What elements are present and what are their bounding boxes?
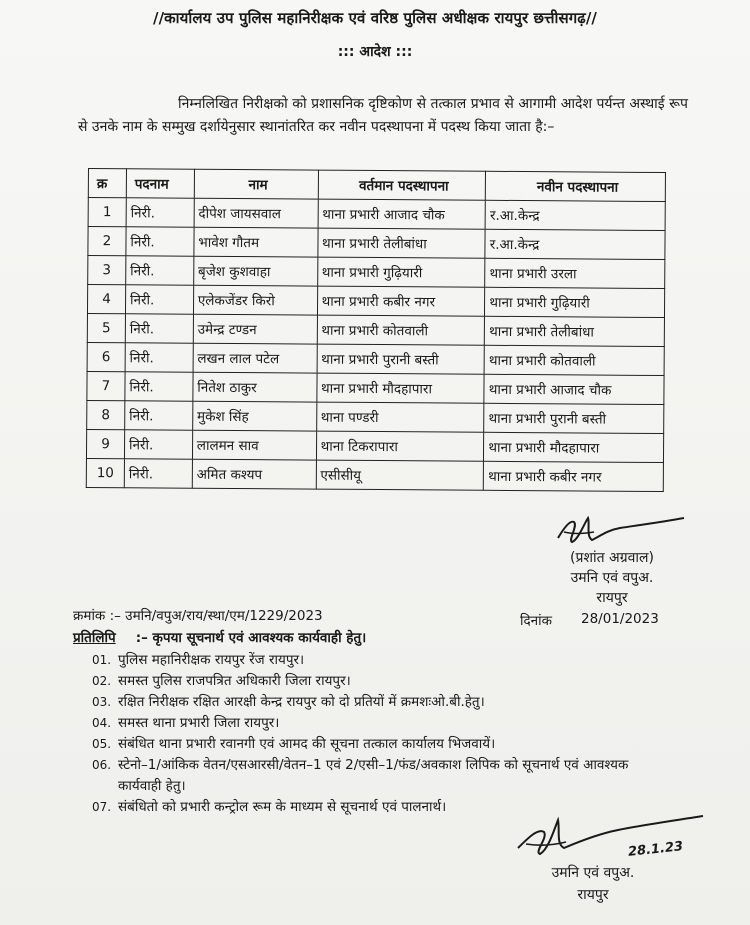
cell-new-posting: थाना प्रभारी तेलीबांधा (485, 316, 665, 346)
list-item (92, 692, 672, 713)
cell-name: उमेन्द्र टण्डन (193, 314, 317, 344)
signatory-block-2 (528, 862, 658, 906)
col-new-posting: नवीन पदस्थापना (486, 171, 666, 201)
col-current-posting: वर्तमान पदस्थापना (318, 170, 486, 200)
copy-to-text: :– कृपया सूचनार्थ एवं आवश्यक कार्यवाही हेतु। (135, 630, 367, 646)
cell-new-posting: थाना प्रभारी आजाद चौक (484, 374, 664, 404)
signatory-designation-2: उमनि एवं वपुअ. (551, 865, 635, 881)
cell-current-posting: थाना पण्डरी (316, 402, 484, 432)
copy-to-list (92, 650, 672, 818)
table-row (87, 342, 664, 375)
cell-current-posting: थाना प्रभारी तेलीबांधा (317, 228, 485, 258)
cell-designation: निरी. (124, 430, 192, 459)
cell-serial: 7 (87, 371, 125, 400)
cell-designation: निरी. (125, 401, 193, 430)
cell-name: नितेश ठाकुर (193, 372, 317, 402)
cell-new-posting: र.आ.केन्द्र (485, 200, 665, 230)
cell-new-posting: र.आ.केन्द्र (485, 229, 665, 259)
table-header-row (88, 169, 665, 202)
table-row (88, 256, 665, 289)
table-row (87, 313, 664, 346)
intro-paragraph: निम्नलिखित निरीक्षको को प्रशासनिक दृष्टिकोण से तत्काल प्रभाव से आगामी आदेश पर्यन्त अस्थाई रूप से उनके नाम के सम्मुख दर्शायेनुसार स्थानांतरित कर नवीन पदस्थापना में पदस्थ किया जाता है:– (78, 96, 688, 135)
list-item (92, 734, 672, 755)
cell-new-posting: थाना प्रभारी कबीर नगर (484, 461, 664, 491)
cell-name: लखन लाल पटेल (193, 343, 317, 373)
list-item-text: पुलिस महानिरीक्षक रायपुर रेंज रायपुर। (118, 652, 305, 668)
cell-designation: निरी. (125, 372, 193, 401)
list-item-number: 06. (92, 758, 112, 772)
cell-current-posting: थाना प्रभारी आजाद चौक (318, 199, 486, 229)
table-row (87, 285, 664, 318)
cell-new-posting: थाना प्रभारी पुरानी बस्ती (484, 403, 664, 433)
list-item (92, 713, 672, 734)
cell-serial: 1 (88, 198, 126, 227)
cell-serial: 4 (87, 285, 125, 314)
table-row (87, 400, 664, 433)
table-row (88, 198, 665, 231)
signature-date: 28.1.23 (627, 839, 684, 860)
signature-mark (550, 510, 690, 550)
list-item (92, 755, 672, 797)
cell-new-posting: थाना प्रभारी कोतवाली (484, 345, 664, 375)
order-title: ::: आदेश ::: (337, 44, 413, 60)
cell-name: अमित कश्यप (192, 459, 316, 489)
cell-designation: निरी. (126, 198, 194, 227)
office-header: //कार्यालय उप पुलिस महानिरीक्षक एवं वरिष्ठ पुलिस अधीक्षक रायपुर छत्तीसगढ़// (152, 9, 598, 27)
cell-designation: निरी. (126, 256, 194, 285)
cell-serial: 9 (86, 429, 124, 458)
order-date: 28/01/2023 (581, 611, 659, 627)
cell-designation: निरी. (125, 314, 193, 343)
date-label: दिनांक (520, 613, 553, 629)
cell-current-posting: थाना प्रभारी मौदहापारा (316, 373, 484, 403)
cell-new-posting: थाना प्रभारी मौदहापारा (484, 432, 664, 462)
signatory-block (552, 548, 672, 608)
cell-serial: 2 (88, 227, 126, 256)
list-item-number: 02. (92, 674, 112, 688)
cell-designation: निरी. (124, 459, 192, 488)
signature-mark-2 (508, 808, 708, 863)
cell-name: भावेश गौतम (194, 227, 318, 257)
table-row (86, 458, 663, 491)
list-item-number: 05. (92, 737, 112, 751)
signatory-place-2: रायपुर (577, 887, 609, 903)
table-row (88, 227, 665, 260)
cell-name: बृजेश कुशवाहा (193, 256, 317, 286)
cell-current-posting: थाना प्रभारी गुढ़ियारी (317, 257, 485, 287)
copy-to-label: प्रतिलिपि (73, 630, 116, 646)
cell-current-posting: थाना टिकरापारा (316, 431, 484, 461)
list-item-number: 07. (92, 800, 112, 814)
cell-designation: निरी. (126, 227, 194, 256)
cell-new-posting: थाना प्रभारी उरला (485, 258, 665, 288)
transfer-table (86, 168, 666, 492)
col-serial: क्र (88, 169, 126, 198)
cell-designation: निरी. (125, 343, 193, 372)
list-item-text: स्टेनो–1/आंकिक वेतन/एसआरसी/वेतन–1 एवं 2/एसी–1/फंड/अवकाश लिपिक को सूचनार्थ एवं आवश्यक कार्यवाही हेतु। (118, 757, 629, 794)
list-item-text: संबंधित थाना प्रभारी रवानगी एवं आमद की सूचना तत्काल कार्यालय भिजवायें। (118, 736, 496, 752)
col-designation: पदनाम (126, 169, 194, 198)
cell-current-posting: एसीसीयू (316, 460, 484, 490)
cell-name: लालमन साव (192, 430, 316, 460)
list-item-text: समस्त पुलिस राजपत्रित अधिकारी जिला रायपुर। (118, 673, 351, 689)
cell-name: एलेकजेंडर किरो (193, 285, 317, 315)
list-item-text: रक्षित निरीक्षक रक्षित आरक्षी केन्द्र रायपुर को दो प्रतियों में क्रमशःओ.बी.हेतु। (118, 694, 485, 710)
list-item (92, 671, 672, 692)
cell-serial: 8 (87, 400, 125, 429)
col-name: नाम (194, 169, 318, 199)
cell-serial: 6 (87, 342, 125, 371)
copy-to-line (73, 628, 366, 646)
table-row (87, 371, 664, 404)
signatory-name: (प्रशांत अग्रवाल) (570, 550, 654, 566)
cell-serial: 3 (88, 256, 126, 285)
cell-serial: 10 (86, 458, 124, 487)
reference-number: क्रमांक :– उमनि/वपुअ/राय/स्था/एम/1229/2023 (73, 608, 323, 624)
list-item (92, 650, 672, 671)
list-item-text: संबंधितो को प्रभारी कन्ट्रोल रूम के माध्यम से सूचनार्थ एवं पालनार्थ। (118, 799, 447, 815)
signatory-designation: उमनि एवं वपुअ. (570, 570, 654, 586)
cell-current-posting: थाना प्रभारी कबीर नगर (317, 286, 485, 316)
cell-current-posting: थाना प्रभारी पुरानी बस्ती (317, 344, 485, 374)
list-item-number: 04. (92, 716, 112, 730)
cell-name: दीपेश जायसवाल (194, 198, 318, 228)
cell-designation: निरी. (125, 285, 193, 314)
table-body (86, 198, 665, 492)
cell-serial: 5 (87, 313, 125, 342)
table-row (86, 429, 663, 462)
cell-name: मुकेश सिंह (192, 401, 316, 431)
cell-current-posting: थाना प्रभारी कोतवाली (317, 315, 485, 345)
list-item-number: 03. (92, 695, 112, 709)
list-item-number: 01. (92, 653, 112, 667)
signatory-place: रायपुर (596, 590, 628, 606)
list-item-text: समस्त थाना प्रभारी जिला रायपुर। (118, 715, 280, 731)
cell-new-posting: थाना प्रभारी गुढ़ियारी (485, 287, 665, 317)
